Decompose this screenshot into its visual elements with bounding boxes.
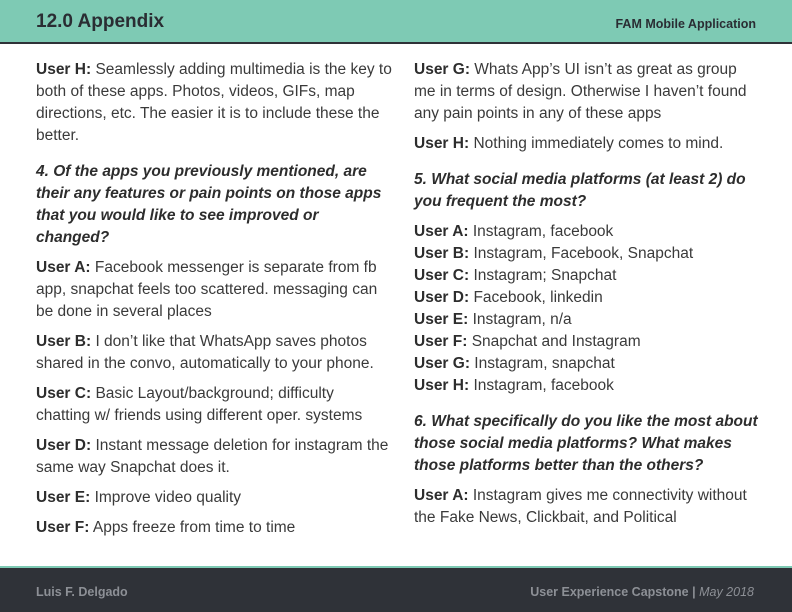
list-item: [414, 243, 762, 265]
answer-text: Basic Layout/background; difficulty chatting w/ friends using different oper. systems: [36, 385, 363, 424]
answer-text: Snapchat and Instagram: [467, 333, 641, 350]
user-label: User F:: [414, 333, 468, 350]
answer-text: Facebook, linkedin: [469, 289, 603, 306]
user-label: User H:: [414, 377, 470, 394]
list-item: [414, 353, 762, 375]
answer-text: Instagram; Snapchat: [469, 267, 617, 284]
user-label: User C:: [414, 267, 470, 284]
list-item: [414, 221, 762, 243]
user-label: User F:: [36, 519, 90, 536]
user-label: User A:: [414, 487, 469, 504]
page-header: [0, 0, 792, 44]
list-item: [414, 265, 762, 287]
user-label: User C:: [36, 385, 92, 402]
user-label: User G:: [414, 355, 470, 372]
answer-paragraph: [36, 59, 392, 147]
answer-paragraph: [36, 257, 392, 323]
user-label: User G:: [414, 61, 470, 78]
user-label: User A:: [414, 223, 469, 240]
user-label: User H:: [414, 135, 470, 152]
course-name: User Experience Capstone |: [530, 585, 696, 599]
answer-text: Instagram, Facebook, Snapchat: [469, 245, 694, 262]
app-name: FAM Mobile Application: [615, 17, 756, 31]
answer-text: Instant message deletion for instagram the same way Snapchat does it.: [36, 437, 389, 476]
answer-text: Nothing immediately comes to mind.: [469, 135, 724, 152]
answer-text: Instagram, snapchat: [470, 355, 615, 372]
user-label: User H:: [36, 61, 92, 78]
user-label: User D:: [36, 437, 92, 454]
answer-paragraph: [36, 383, 392, 427]
answer-paragraph: [36, 487, 392, 509]
list-item: [414, 375, 762, 397]
list-item: [414, 331, 762, 353]
answer-text: Instagram gives me connectivity without the Fake News, Clickbait, and Political: [414, 487, 747, 526]
answer-text: Whats App’s UI isn’t as great as group me in terms of design. Otherwise I haven’t found any pain points in any of these apps: [414, 61, 747, 122]
answer-paragraph: [414, 59, 762, 125]
user-label: User E:: [414, 311, 469, 328]
user-label: User E:: [36, 489, 91, 506]
author-name: Luis F. Delgado: [36, 585, 128, 599]
answer-text: Instagram, facebook: [468, 223, 614, 240]
answer-paragraph: [36, 517, 392, 539]
answer-paragraph: [414, 485, 762, 529]
right-column: [414, 59, 762, 537]
answer-paragraph: [36, 331, 392, 375]
answer-paragraph: [36, 435, 392, 479]
answer-text: Instagram, n/a: [468, 311, 572, 328]
answer-text: Improve video quality: [90, 489, 242, 506]
user-label: User D:: [414, 289, 470, 306]
answer-text: Facebook messenger is separate from fb app, snapchat feels too scattered. messaging can be done in several places: [36, 259, 378, 320]
page-footer: [0, 566, 792, 612]
section-title: 12.0 Appendix: [36, 11, 165, 32]
user-label: User B:: [414, 245, 470, 262]
date-label: May 2018: [699, 585, 754, 599]
question-6: 6. What specifically do you like the most about those social media platforms? What makes those platforms better than the others?: [414, 413, 758, 474]
answer-text: Instagram, facebook: [469, 377, 614, 394]
course-label: [530, 585, 754, 599]
answer-text: Seamlessly adding multimedia is the key to both of these apps. Photos, videos, GIFs, map directions, etc. The easier it is to include these the better.: [36, 61, 392, 144]
user-label: User A:: [36, 259, 91, 276]
list-item: [414, 287, 762, 309]
question-5: 5. What social media platforms (at least 2) do you frequent the most?: [414, 171, 746, 210]
user-label: User B:: [36, 333, 92, 350]
answer-list: [414, 221, 762, 397]
list-item: [414, 309, 762, 331]
answer-text: Apps freeze from time to time: [89, 519, 296, 536]
answer-text: I don’t like that WhatsApp saves photos shared in the convo, automatically to your phone.: [36, 333, 374, 372]
left-column: [36, 59, 392, 547]
question-4: 4. Of the apps you previously mentioned, are their any features or pain points on those apps that you would like to see improved or changed?: [36, 163, 382, 246]
answer-paragraph: [414, 133, 762, 155]
